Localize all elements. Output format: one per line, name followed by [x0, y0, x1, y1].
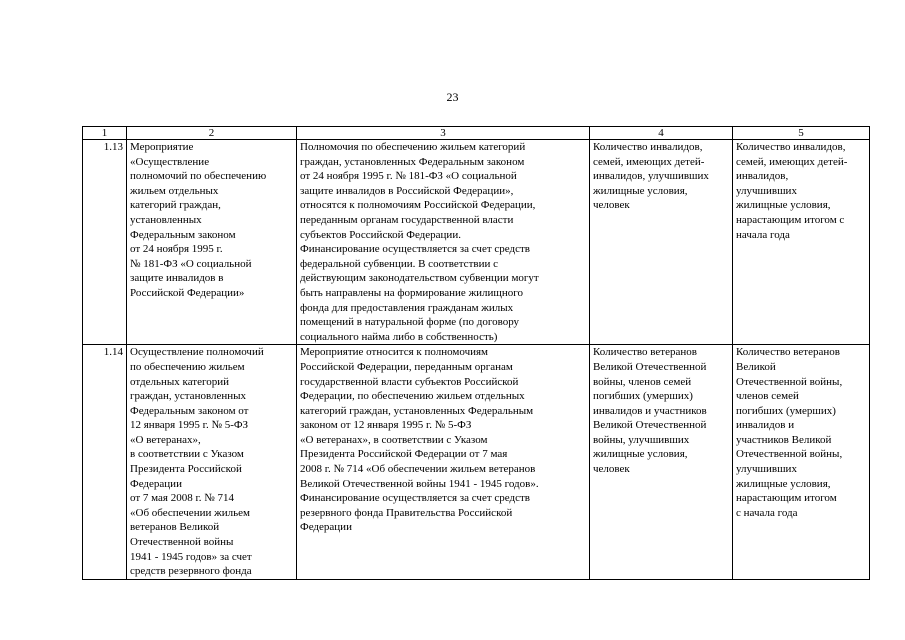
cell-text-line: 2008 г. № 714 «Об обеспечении жильем ветеранов	[300, 463, 536, 476]
cell-text-line: Великой Отечественной войны 1941 - 1945 годов».	[300, 477, 539, 490]
cell-text-line: инвалидов и участников	[593, 404, 707, 417]
cell-text-line: Количество инвалидов,	[593, 141, 703, 153]
cell-text-line: законом от 12 января 1995 г. № 5-ФЗ	[300, 419, 472, 432]
cell-text-line: «О ветеранах», в соответствии с Указом	[300, 433, 488, 446]
cell-text-line: «О ветеранах»,	[130, 433, 201, 446]
cell-text-line: от 24 ноября 1995 г. № 181-ФЗ «О социальной	[300, 170, 517, 183]
cell-text-line: Финансирование осуществляется за счет средств	[300, 243, 530, 256]
cell-text-line: по обеспечению жильем	[130, 360, 245, 373]
cell-text-line: быть направлены на формирование жилищного	[300, 286, 524, 299]
cell-text-line: Великой Отечественной	[593, 360, 707, 373]
column-header-4: 4	[590, 127, 733, 140]
cell-text-line: Отечественной войны,	[736, 375, 843, 388]
cell-text-line: Осуществление полномочий	[130, 346, 264, 359]
cell-text-line: полномочий по обеспечению	[130, 170, 267, 183]
cell-text-line: Российской Федерации, переданным органам	[300, 360, 513, 373]
cell-text-line: Великой	[736, 360, 776, 373]
indicator-cell	[590, 345, 733, 580]
cell-text-line: помещений в натуральной форме (по договору	[300, 316, 520, 329]
cell-text-line: жилищные условия,	[736, 199, 831, 212]
cell-text-line: социального найма либо в собственность)	[300, 330, 498, 343]
indicator-cell	[590, 140, 733, 345]
cell-text-line: семей, имеющих детей-	[593, 155, 705, 168]
cell-text-line: Отечественной войны,	[736, 448, 843, 461]
cell-text-line: Полномочия по обеспечению жильем категорий	[300, 141, 526, 153]
cell-text-line: Финансирование осуществляется за счет средств	[300, 492, 530, 505]
cell-text-line: граждан, установленных	[130, 390, 247, 403]
cell-text-line: с начала года	[736, 506, 798, 519]
page-number: 23	[446, 90, 459, 104]
cell-text-line: инвалидов,	[736, 170, 789, 183]
cell-text-line: нарастающим итогом	[736, 492, 837, 505]
cell-text-line: 1941 - 1945 годов» за счет	[130, 550, 252, 563]
cell-text-line: действующим законодательством субвенции могут	[300, 272, 539, 285]
cell-text-line: от 7 мая 2008 г. № 714	[130, 492, 235, 505]
measure-name-cell	[127, 140, 297, 345]
measure-name-cell	[127, 345, 297, 580]
cell-text-line: Федеральным законом от	[130, 404, 249, 417]
cell-text-line: жилищные условия,	[593, 448, 688, 461]
cell-text-line: ветеранов Великой	[130, 521, 220, 534]
cell-text-line: человек	[593, 463, 630, 476]
cell-text-line: 12 января 1995 г. № 5-ФЗ	[130, 419, 249, 432]
cell-text-line: защите инвалидов в	[130, 272, 224, 285]
cell-text-line: членов семей	[736, 390, 799, 403]
cell-text-line: улучшивших	[736, 463, 797, 476]
cell-text-line: фонда для предоставления гражданам жилых	[300, 301, 514, 314]
cell-text-line: участников Великой	[736, 433, 832, 446]
cell-text-line: улучшивших	[736, 184, 797, 197]
cell-text-line: Федерации, по обеспечению жильем отдельных	[300, 390, 525, 403]
cumulative-indicator-cell	[733, 345, 870, 580]
cell-text-line: Федерации	[300, 521, 352, 534]
row-number: 1.13	[83, 140, 127, 345]
cell-text-line: государственной власти субъектов Российской	[300, 375, 519, 388]
column-header-1: 1	[83, 127, 127, 140]
cell-text-line: Количество инвалидов,	[736, 141, 846, 153]
cell-text-line: начала года	[736, 228, 790, 241]
measure-description-cell	[297, 140, 590, 345]
cell-text-line: человек	[593, 199, 630, 212]
cell-text-line: Российской Федерации»	[130, 286, 245, 299]
cell-text-line: нарастающим итогом с	[736, 213, 845, 226]
cell-text-line: Количество ветеранов	[736, 346, 840, 359]
cell-text-line: в соответствии с Указом	[130, 448, 244, 461]
cell-text-line: жилищные условия,	[593, 184, 688, 197]
measures-table	[82, 126, 870, 580]
cell-text-line: Мероприятие относится к полномочиям	[300, 346, 489, 359]
cell-text-line: войны, улучшивших	[593, 433, 690, 446]
table-row	[83, 345, 870, 580]
cell-text-line: Президента Российской Федерации от 7 мая	[300, 448, 508, 461]
table-header-row	[83, 127, 870, 140]
cell-text-line: категорий граждан,	[130, 199, 221, 212]
cell-text-line: жильем отдельных	[130, 184, 219, 197]
cell-text-line: Федеральным законом	[130, 228, 236, 241]
cell-text-line: средств резервного фонда	[130, 565, 252, 578]
cell-text-line: федеральной субвенции. В соответствии с	[300, 257, 498, 270]
cell-text-line: Великой Отечественной	[593, 419, 707, 432]
cell-text-line: субъектов Российской Федерации.	[300, 228, 461, 241]
column-header-2: 2	[127, 127, 297, 140]
row-number: 1.14	[83, 345, 127, 580]
cell-text-line: Количество ветеранов	[593, 346, 697, 359]
cell-text-line: № 181-ФЗ «О социальной	[130, 257, 252, 270]
column-header-3: 3	[297, 127, 590, 140]
cell-text-line: отдельных категорий	[130, 375, 230, 388]
table-row	[83, 140, 870, 345]
cell-text-line: переданным органам государственной власти	[300, 213, 514, 226]
cell-text-line: категорий граждан, установленных Федеральным	[300, 404, 534, 417]
cell-text-line: войны, членов семей	[593, 375, 692, 388]
cell-text-line: семей, имеющих детей-	[736, 155, 848, 168]
cell-text-line: защите инвалидов в Российской Федерации»,	[300, 184, 514, 197]
cell-text-line: Федерации	[130, 477, 182, 490]
cell-text-line: Мероприятие	[130, 141, 194, 153]
cell-text-line: установленных	[130, 213, 202, 226]
cell-text-line: граждан, установленных Федеральным законом	[300, 155, 525, 168]
cell-text-line: «Осуществление	[130, 155, 210, 168]
cell-text-line: погибших (умерших)	[593, 390, 693, 403]
column-header-5: 5	[733, 127, 870, 140]
cell-text-line: инвалидов и	[736, 419, 795, 432]
cell-text-line: Президента Российской	[130, 463, 242, 476]
cell-text-line: погибших (умерших)	[736, 404, 836, 417]
cell-text-line: относятся к полномочиям Российской Федерации,	[300, 199, 536, 212]
cell-text-line: жилищные условия,	[736, 477, 831, 490]
cell-text-line: резервного фонда Правительства Российской	[300, 506, 513, 519]
cell-text-line: от 24 ноября 1995 г.	[130, 243, 223, 256]
cell-text-line: инвалидов, улучшивших	[593, 170, 709, 183]
cell-text-line: Отечественной войны	[130, 536, 234, 549]
measure-description-cell	[297, 345, 590, 580]
cumulative-indicator-cell	[733, 140, 870, 345]
cell-text-line: «Об обеспечении жильем	[130, 506, 250, 519]
